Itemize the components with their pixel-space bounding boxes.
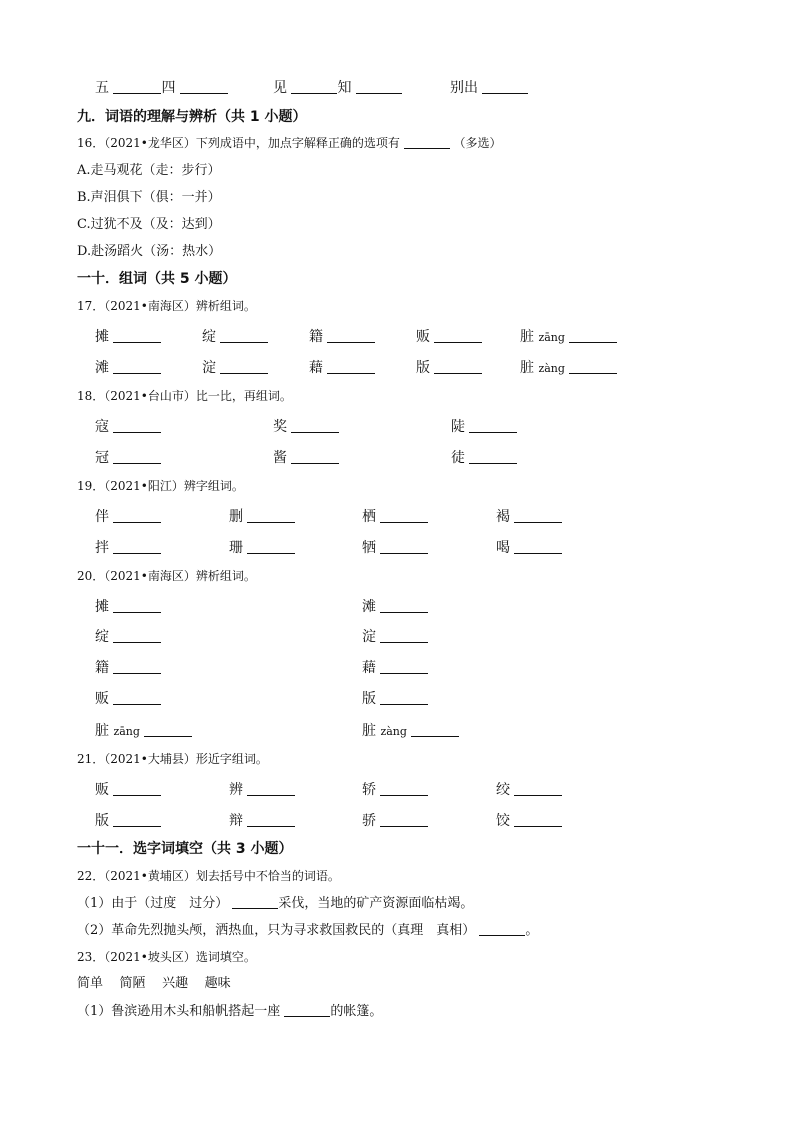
word-item: 摊 — [95, 598, 161, 616]
word-item: 版 — [95, 812, 161, 830]
answer-blank[interactable] — [284, 1002, 330, 1017]
pinyin: zāng — [113, 725, 140, 738]
word-item: 藉 — [309, 359, 375, 377]
question-tail: （多选） — [453, 136, 502, 150]
section-heading: 一十一．选字词填空（共 3 小题） — [77, 841, 293, 857]
question-stem: 21．（2021•大埔县）形近字组词。 — [77, 752, 268, 766]
question-stem — [77, 134, 502, 152]
answer-blank[interactable] — [380, 628, 428, 643]
word-item: 拌 — [95, 539, 161, 557]
answer-blank[interactable] — [380, 690, 428, 705]
word-option: 简陋 — [119, 976, 146, 991]
answer-blank[interactable] — [569, 328, 617, 343]
sentence-text: （1）鲁滨逊用木头和船帆搭起一座 — [77, 1004, 281, 1019]
sentence-1 — [77, 894, 473, 913]
answer-blank[interactable] — [380, 659, 428, 674]
answer-blank[interactable] — [113, 598, 161, 613]
answer-blank[interactable] — [113, 79, 161, 94]
answer-blank[interactable] — [434, 359, 482, 374]
answer-blank[interactable] — [380, 539, 428, 554]
answer-blank[interactable] — [514, 508, 562, 523]
answer-blank[interactable] — [247, 812, 295, 827]
answer-blank[interactable] — [220, 328, 268, 343]
word-bank — [77, 975, 231, 993]
answer-blank[interactable] — [380, 812, 428, 827]
answer-blank[interactable] — [113, 539, 161, 554]
word-option: 兴趣 — [162, 976, 189, 991]
word-item: 牺 — [362, 539, 428, 557]
word-item: 褐 — [496, 508, 562, 526]
word-item: 淀 — [362, 628, 428, 646]
word-item: 脏 zāng — [95, 722, 192, 741]
word-item: 籍 — [95, 659, 161, 677]
answer-blank[interactable] — [356, 79, 402, 94]
word-item: 轿 — [362, 781, 428, 799]
word-item: 贩 — [95, 690, 161, 708]
char: 五 — [95, 80, 109, 96]
word-item: 伴 — [95, 508, 161, 526]
answer-blank[interactable] — [113, 659, 161, 674]
answer-blank[interactable] — [380, 508, 428, 523]
question-stem: 17．（2021•南海区）辨析组词。 — [77, 299, 256, 313]
char: 别出 — [450, 80, 478, 96]
section-heading: 一十．组词（共 5 小题） — [77, 271, 237, 287]
answer-blank[interactable] — [113, 359, 161, 374]
word-option: 趣味 — [204, 976, 231, 991]
answer-blank[interactable] — [482, 79, 528, 94]
word-item: 喝 — [496, 539, 562, 557]
word-item: 脏 zāng — [520, 328, 617, 347]
answer-blank[interactable] — [144, 722, 192, 737]
word-item: 栖 — [362, 508, 428, 526]
word-item: 删 — [229, 508, 295, 526]
word-item: 辨 — [229, 781, 295, 799]
word-item: 奖 — [273, 418, 339, 436]
question-stem: 22．（2021•黄埔区）划去括号中不恰当的词语。 — [77, 869, 340, 883]
answer-blank[interactable] — [291, 449, 339, 464]
row0-item — [95, 79, 228, 97]
answer-blank[interactable] — [411, 722, 459, 737]
answer-blank[interactable] — [220, 359, 268, 374]
sentence-text: 的帐篷。 — [330, 1004, 383, 1019]
answer-blank[interactable] — [113, 508, 161, 523]
answer-blank[interactable] — [291, 418, 339, 433]
answer-blank[interactable] — [180, 79, 228, 94]
sentence-text: 。 — [525, 923, 539, 938]
option-b: B.声泪俱下（俱：一并） — [77, 190, 221, 205]
word-item: 骄 — [362, 812, 428, 830]
word-item: 陡 — [451, 418, 517, 436]
answer-blank[interactable] — [479, 921, 525, 936]
answer-blank[interactable] — [434, 328, 482, 343]
word-item: 珊 — [229, 539, 295, 557]
answer-blank[interactable] — [113, 690, 161, 705]
answer-blank[interactable] — [514, 812, 562, 827]
word-item: 摊 — [95, 328, 161, 346]
answer-blank[interactable] — [469, 449, 517, 464]
row0-item — [273, 79, 402, 97]
sentence-1 — [77, 1002, 382, 1021]
word-item: 贩 — [416, 328, 482, 346]
word-item: 脏 zàng — [520, 359, 617, 378]
char: 见 — [273, 80, 287, 96]
row0-item — [450, 79, 528, 97]
answer-blank[interactable] — [514, 539, 562, 554]
answer-blank[interactable] — [327, 328, 375, 343]
answer-blank[interactable] — [247, 781, 295, 796]
question-stem: 19．（2021•阳江）辨字组词。 — [77, 479, 244, 493]
pinyin: zàng — [538, 362, 565, 375]
answer-blank[interactable] — [327, 359, 375, 374]
word-item: 籍 — [309, 328, 375, 346]
answer-blank[interactable] — [514, 781, 562, 796]
answer-blank[interactable] — [404, 134, 450, 149]
word-item: 贩 — [95, 781, 161, 799]
word-item: 徒 — [451, 449, 517, 467]
answer-blank[interactable] — [247, 539, 295, 554]
word-item: 寇 — [95, 418, 161, 436]
answer-blank[interactable] — [569, 359, 617, 374]
word-item: 酱 — [273, 449, 339, 467]
option-c: C.过犹不及（及：达到） — [77, 217, 221, 232]
answer-blank[interactable] — [380, 781, 428, 796]
word-item: 饺 — [496, 812, 562, 830]
answer-blank[interactable] — [113, 418, 161, 433]
sentence-text: （2）革命先烈抛头颅，洒热血，只为寻求救国救民的（真理 真相） — [77, 923, 476, 938]
word-item: 脏 zàng — [362, 722, 459, 741]
word-item: 绞 — [496, 781, 562, 799]
question-text: 16．（2021•龙华区）下列成语中，加点字解释正确的选项有 — [77, 136, 400, 150]
pinyin: zàng — [380, 725, 407, 738]
option-d: D.赴汤蹈火（汤：热水） — [77, 244, 222, 259]
word-option: 简单 — [77, 976, 104, 991]
option-a: A.走马观花（走：步行） — [77, 163, 221, 178]
question-stem: 23．（2021•坡头区）选词填空。 — [77, 950, 256, 964]
word-item: 绽 — [202, 328, 268, 346]
word-item: 冠 — [95, 449, 161, 467]
word-item: 版 — [362, 690, 428, 708]
answer-blank[interactable] — [469, 418, 517, 433]
answer-blank[interactable] — [380, 598, 428, 613]
pinyin: zāng — [538, 331, 565, 344]
answer-blank[interactable] — [232, 894, 278, 909]
word-item: 绽 — [95, 628, 161, 646]
answer-blank[interactable] — [247, 508, 295, 523]
sentence-text: 采伐，当地的矿产资源面临枯竭。 — [278, 896, 474, 911]
answer-blank[interactable] — [113, 781, 161, 796]
sentence-2 — [77, 921, 538, 940]
answer-blank[interactable] — [113, 628, 161, 643]
char: 知 — [337, 80, 352, 96]
answer-blank[interactable] — [291, 79, 337, 94]
word-item: 版 — [416, 359, 482, 377]
answer-blank[interactable] — [113, 449, 161, 464]
answer-blank[interactable] — [113, 328, 161, 343]
word-item: 藉 — [362, 659, 428, 677]
question-stem: 18．（2021•台山市）比一比，再组词。 — [77, 389, 292, 403]
word-item: 滩 — [95, 359, 161, 377]
sentence-text: （1）由于（过度 过分） — [77, 896, 229, 911]
word-item: 滩 — [362, 598, 428, 616]
char: 四 — [161, 80, 176, 96]
word-item: 淀 — [202, 359, 268, 377]
word-item: 辩 — [229, 812, 295, 830]
question-stem: 20．（2021•南海区）辨析组词。 — [77, 569, 256, 583]
section-heading: 九．词语的理解与辨析（共 1 小题） — [77, 109, 307, 125]
answer-blank[interactable] — [113, 812, 161, 827]
